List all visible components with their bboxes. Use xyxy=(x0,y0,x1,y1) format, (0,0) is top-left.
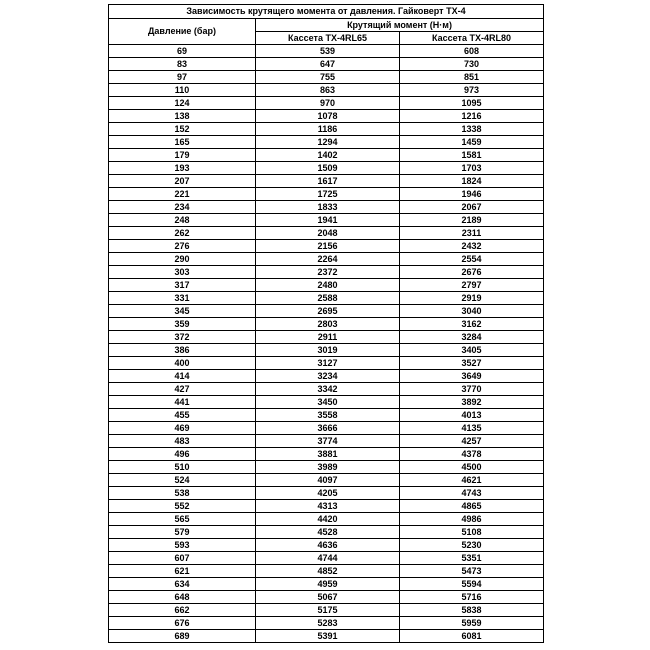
pressure-cell: 483 xyxy=(109,435,256,448)
torque-rl80-cell: 1095 xyxy=(400,97,544,110)
pressure-cell: 648 xyxy=(109,591,256,604)
torque-rl65-cell: 1078 xyxy=(256,110,400,123)
torque-rl80-cell: 2311 xyxy=(400,227,544,240)
torque-rl65-cell: 755 xyxy=(256,71,400,84)
torque-rl80-cell: 4500 xyxy=(400,461,544,474)
table-row xyxy=(109,500,544,513)
pressure-cell: 469 xyxy=(109,422,256,435)
table-row xyxy=(109,162,544,175)
pressure-cell: 193 xyxy=(109,162,256,175)
table-row xyxy=(109,409,544,422)
torque-pressure-table-sheet xyxy=(108,4,543,643)
cassette-rl80-header: Кассета TX-4RL80 xyxy=(400,32,544,45)
torque-rl65-cell: 5067 xyxy=(256,591,400,604)
pressure-cell: 317 xyxy=(109,279,256,292)
torque-rl65-cell: 4744 xyxy=(256,552,400,565)
pressure-cell: 138 xyxy=(109,110,256,123)
torque-rl80-cell: 2189 xyxy=(400,214,544,227)
torque-rl65-cell: 2911 xyxy=(256,331,400,344)
torque-rl80-cell: 5959 xyxy=(400,617,544,630)
torque-pressure-table xyxy=(108,4,544,643)
pressure-cell: 345 xyxy=(109,305,256,318)
table-row xyxy=(109,461,544,474)
torque-rl65-cell: 3019 xyxy=(256,344,400,357)
torque-rl80-cell: 5108 xyxy=(400,526,544,539)
torque-group-header: Крутящий момент (Н·м) xyxy=(256,19,544,32)
torque-rl65-cell: 1941 xyxy=(256,214,400,227)
pressure-cell: 69 xyxy=(109,45,256,58)
pressure-cell: 221 xyxy=(109,188,256,201)
table-row xyxy=(109,136,544,149)
pressure-cell: 359 xyxy=(109,318,256,331)
torque-rl80-cell: 973 xyxy=(400,84,544,97)
header-row-1 xyxy=(109,19,544,32)
torque-rl80-cell: 4621 xyxy=(400,474,544,487)
table-row xyxy=(109,45,544,58)
table-row xyxy=(109,292,544,305)
torque-rl65-cell: 3234 xyxy=(256,370,400,383)
torque-rl80-cell: 3770 xyxy=(400,383,544,396)
table-row xyxy=(109,201,544,214)
table-row xyxy=(109,448,544,461)
table-body xyxy=(109,45,544,643)
torque-rl65-cell: 970 xyxy=(256,97,400,110)
torque-rl80-cell: 4378 xyxy=(400,448,544,461)
table-row xyxy=(109,604,544,617)
torque-rl65-cell: 3881 xyxy=(256,448,400,461)
pressure-cell: 207 xyxy=(109,175,256,188)
pressure-cell: 621 xyxy=(109,565,256,578)
torque-rl80-cell: 4865 xyxy=(400,500,544,513)
torque-rl65-cell: 3666 xyxy=(256,422,400,435)
table-row xyxy=(109,513,544,526)
table-row xyxy=(109,188,544,201)
torque-rl80-cell: 4743 xyxy=(400,487,544,500)
table-row xyxy=(109,565,544,578)
pressure-cell: 248 xyxy=(109,214,256,227)
pressure-cell: 689 xyxy=(109,630,256,643)
table-row xyxy=(109,331,544,344)
pressure-cell: 152 xyxy=(109,123,256,136)
torque-rl80-cell: 1459 xyxy=(400,136,544,149)
torque-rl65-cell: 4313 xyxy=(256,500,400,513)
pressure-cell: 579 xyxy=(109,526,256,539)
table-row xyxy=(109,578,544,591)
torque-rl65-cell: 3774 xyxy=(256,435,400,448)
pressure-cell: 234 xyxy=(109,201,256,214)
table-row xyxy=(109,370,544,383)
torque-rl65-cell: 4097 xyxy=(256,474,400,487)
torque-rl65-cell: 4420 xyxy=(256,513,400,526)
torque-rl80-cell: 851 xyxy=(400,71,544,84)
pressure-cell: 386 xyxy=(109,344,256,357)
torque-rl80-cell: 3405 xyxy=(400,344,544,357)
pressure-cell: 124 xyxy=(109,97,256,110)
torque-rl80-cell: 5230 xyxy=(400,539,544,552)
torque-rl80-cell: 3284 xyxy=(400,331,544,344)
pressure-cell: 510 xyxy=(109,461,256,474)
torque-rl65-cell: 1725 xyxy=(256,188,400,201)
table-row xyxy=(109,279,544,292)
pressure-cell: 565 xyxy=(109,513,256,526)
table-row xyxy=(109,123,544,136)
torque-rl65-cell: 1186 xyxy=(256,123,400,136)
torque-rl65-cell: 2695 xyxy=(256,305,400,318)
torque-rl80-cell: 2919 xyxy=(400,292,544,305)
table-row xyxy=(109,422,544,435)
torque-rl65-cell: 2803 xyxy=(256,318,400,331)
torque-rl80-cell: 2432 xyxy=(400,240,544,253)
table-row xyxy=(109,97,544,110)
torque-rl65-cell: 4959 xyxy=(256,578,400,591)
table-row xyxy=(109,344,544,357)
table-row xyxy=(109,71,544,84)
torque-rl80-cell: 2676 xyxy=(400,266,544,279)
torque-rl80-cell: 2067 xyxy=(400,201,544,214)
torque-rl80-cell: 1824 xyxy=(400,175,544,188)
torque-rl80-cell: 2554 xyxy=(400,253,544,266)
pressure-cell: 662 xyxy=(109,604,256,617)
table-row xyxy=(109,149,544,162)
torque-rl65-cell: 863 xyxy=(256,84,400,97)
torque-rl65-cell: 4852 xyxy=(256,565,400,578)
torque-rl65-cell: 4205 xyxy=(256,487,400,500)
torque-rl65-cell: 1402 xyxy=(256,149,400,162)
torque-rl80-cell: 3040 xyxy=(400,305,544,318)
pressure-cell: 427 xyxy=(109,383,256,396)
torque-rl80-cell: 4986 xyxy=(400,513,544,526)
table-row xyxy=(109,266,544,279)
pressure-cell: 83 xyxy=(109,58,256,71)
table-row xyxy=(109,110,544,123)
table-row xyxy=(109,305,544,318)
torque-rl80-cell: 1338 xyxy=(400,123,544,136)
torque-rl80-cell: 4257 xyxy=(400,435,544,448)
table-row xyxy=(109,318,544,331)
table-row xyxy=(109,227,544,240)
table-row xyxy=(109,487,544,500)
table-row xyxy=(109,435,544,448)
table-row xyxy=(109,383,544,396)
torque-rl80-cell: 1946 xyxy=(400,188,544,201)
pressure-cell: 97 xyxy=(109,71,256,84)
torque-rl80-cell: 1581 xyxy=(400,149,544,162)
cassette-rl65-header: Кассета TX-4RL65 xyxy=(256,32,400,45)
pressure-cell: 455 xyxy=(109,409,256,422)
torque-rl80-cell: 3649 xyxy=(400,370,544,383)
torque-rl65-cell: 1294 xyxy=(256,136,400,149)
torque-rl80-cell: 5473 xyxy=(400,565,544,578)
torque-rl65-cell: 3127 xyxy=(256,357,400,370)
torque-rl80-cell: 1216 xyxy=(400,110,544,123)
torque-rl80-cell: 5838 xyxy=(400,604,544,617)
torque-rl80-cell: 3162 xyxy=(400,318,544,331)
pressure-cell: 400 xyxy=(109,357,256,370)
pressure-cell: 441 xyxy=(109,396,256,409)
pressure-cell: 414 xyxy=(109,370,256,383)
table-row xyxy=(109,474,544,487)
table-row xyxy=(109,214,544,227)
torque-rl80-cell: 3527 xyxy=(400,357,544,370)
torque-rl80-cell: 4013 xyxy=(400,409,544,422)
torque-rl65-cell: 2048 xyxy=(256,227,400,240)
pressure-cell: 110 xyxy=(109,84,256,97)
table-row xyxy=(109,240,544,253)
pressure-cell: 496 xyxy=(109,448,256,461)
table-row xyxy=(109,526,544,539)
table-row xyxy=(109,84,544,97)
pressure-cell: 179 xyxy=(109,149,256,162)
table-row xyxy=(109,630,544,643)
torque-rl80-cell: 5594 xyxy=(400,578,544,591)
pressure-cell: 290 xyxy=(109,253,256,266)
torque-rl80-cell: 730 xyxy=(400,58,544,71)
torque-rl65-cell: 2264 xyxy=(256,253,400,266)
torque-rl65-cell: 3558 xyxy=(256,409,400,422)
table-row xyxy=(109,396,544,409)
torque-rl80-cell: 5716 xyxy=(400,591,544,604)
pressure-cell: 676 xyxy=(109,617,256,630)
table-row xyxy=(109,357,544,370)
torque-rl80-cell: 1703 xyxy=(400,162,544,175)
torque-rl80-cell: 2797 xyxy=(400,279,544,292)
pressure-cell: 552 xyxy=(109,500,256,513)
torque-rl65-cell: 3989 xyxy=(256,461,400,474)
torque-rl80-cell: 3892 xyxy=(400,396,544,409)
torque-rl65-cell: 2480 xyxy=(256,279,400,292)
torque-rl65-cell: 1833 xyxy=(256,201,400,214)
table-row xyxy=(109,175,544,188)
table-title-row xyxy=(109,5,544,19)
pressure-cell: 607 xyxy=(109,552,256,565)
table-row xyxy=(109,617,544,630)
torque-rl65-cell: 3342 xyxy=(256,383,400,396)
torque-rl65-cell: 1617 xyxy=(256,175,400,188)
torque-rl80-cell: 4135 xyxy=(400,422,544,435)
pressure-cell: 276 xyxy=(109,240,256,253)
torque-rl65-cell: 4636 xyxy=(256,539,400,552)
torque-rl80-cell: 5351 xyxy=(400,552,544,565)
torque-rl65-cell: 3450 xyxy=(256,396,400,409)
torque-rl65-cell: 2372 xyxy=(256,266,400,279)
pressure-cell: 593 xyxy=(109,539,256,552)
torque-rl65-cell: 647 xyxy=(256,58,400,71)
pressure-cell: 303 xyxy=(109,266,256,279)
pressure-cell: 538 xyxy=(109,487,256,500)
torque-rl65-cell: 2588 xyxy=(256,292,400,305)
table-row xyxy=(109,58,544,71)
table-row xyxy=(109,552,544,565)
table-title: Зависимость крутящего момента от давления. Гайковерт TX-4 xyxy=(109,5,544,19)
torque-rl65-cell: 2156 xyxy=(256,240,400,253)
table-row xyxy=(109,591,544,604)
torque-rl65-cell: 4528 xyxy=(256,526,400,539)
pressure-column-header: Давление (бар) xyxy=(109,19,256,45)
torque-rl65-cell: 1509 xyxy=(256,162,400,175)
pressure-cell: 165 xyxy=(109,136,256,149)
pressure-cell: 331 xyxy=(109,292,256,305)
pressure-cell: 372 xyxy=(109,331,256,344)
pressure-cell: 262 xyxy=(109,227,256,240)
torque-rl80-cell: 608 xyxy=(400,45,544,58)
torque-rl65-cell: 5283 xyxy=(256,617,400,630)
table-row xyxy=(109,539,544,552)
pressure-cell: 634 xyxy=(109,578,256,591)
torque-rl65-cell: 5391 xyxy=(256,630,400,643)
torque-rl65-cell: 5175 xyxy=(256,604,400,617)
torque-rl65-cell: 539 xyxy=(256,45,400,58)
torque-rl80-cell: 6081 xyxy=(400,630,544,643)
table-row xyxy=(109,253,544,266)
pressure-cell: 524 xyxy=(109,474,256,487)
